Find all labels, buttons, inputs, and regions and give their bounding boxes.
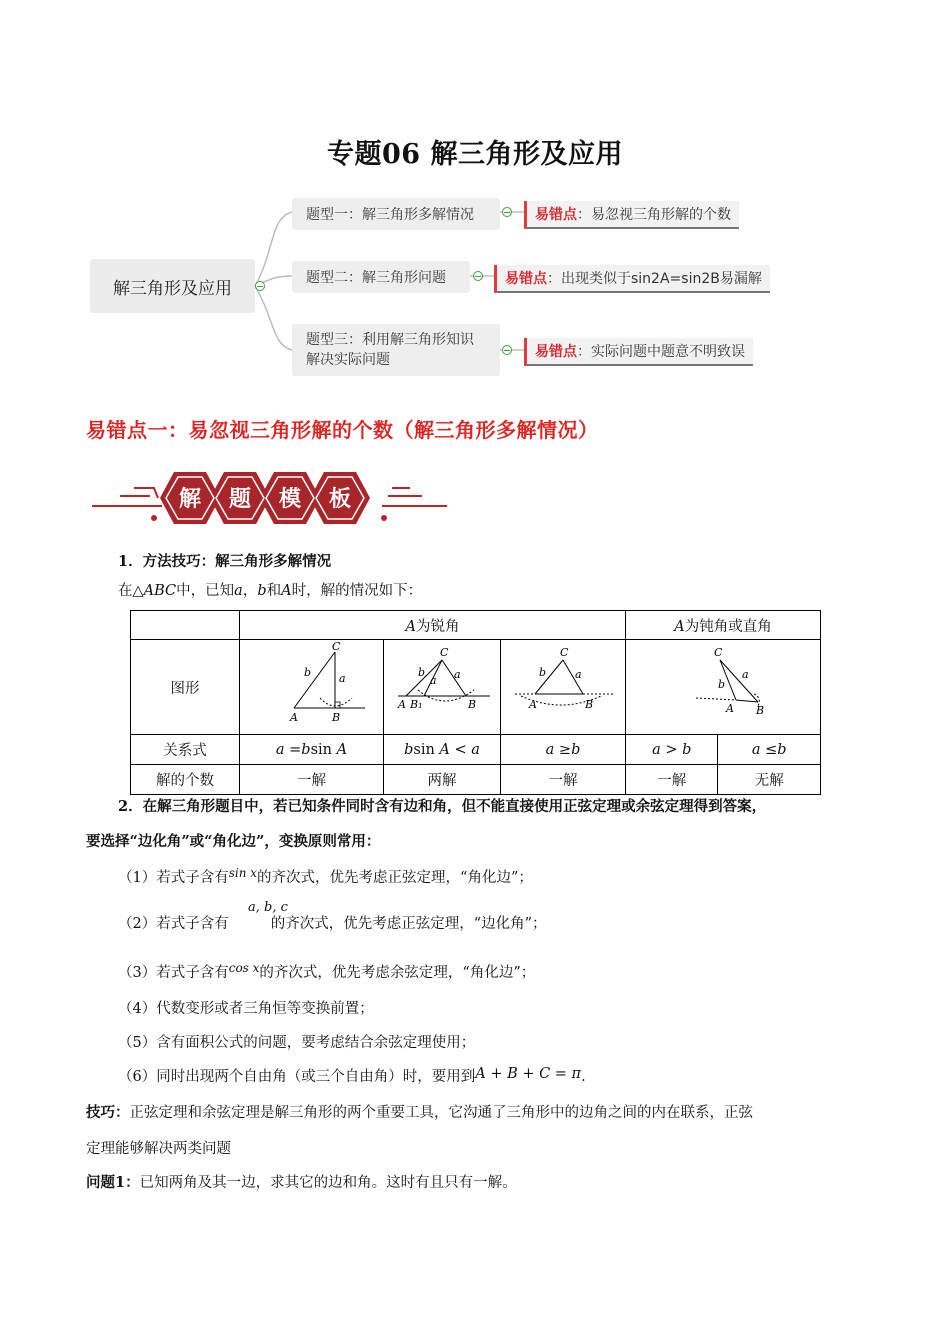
mindmap-type-3: 题型三：利用解三角形知识 解决实际问题	[292, 324, 500, 376]
count-cell: 一解	[240, 765, 384, 795]
rule-4: （4）代数变形或者三角恒等变换前置；	[118, 1001, 374, 1017]
figure-two-solutions	[384, 640, 501, 735]
fig-label: A	[529, 698, 537, 711]
rule-3: （3）若式子含有$^{cos x}$的齐次式，优先考虑余弦定理，“角化边”；	[118, 961, 536, 981]
relation-cell: a =bsin A	[240, 735, 384, 765]
relation-cell: a ≤b	[718, 735, 821, 765]
rule-1: （1）若式子含有$^{sin x}$的齐次式，优先考虑正弦定理，“角化边”；	[118, 866, 533, 886]
method-intro: 在△ABC中，已知a，b和A时，解的情况如下：	[118, 583, 423, 599]
section-heading: 易错点一：易忽视三角形解的个数（解三角形多解情况）	[86, 418, 599, 442]
mindmap-root: 解三角形及应用	[90, 259, 255, 313]
para2-line2: 要选择“边化角”或“角化边”，变换原则常用：	[86, 833, 381, 850]
banner-char: 板	[328, 487, 352, 512]
fig-label: C	[560, 646, 569, 659]
mindmap-error-2: 易错点：出现类似于sin2A=sin2B易漏解	[494, 265, 770, 293]
fig-label: a	[742, 668, 749, 681]
row-label-figure: 图形	[131, 640, 240, 735]
count-cell: 一解	[501, 765, 626, 795]
count-cell: 无解	[718, 765, 821, 795]
relation-cell: a > b	[626, 735, 718, 765]
collapse-icon[interactable]	[502, 345, 512, 355]
row-label-count: 解的个数	[131, 765, 240, 795]
fig-label: b	[304, 666, 312, 679]
method-heading: 1．方法技巧：解三角形多解情况	[118, 553, 332, 570]
figure-one-solution-ge	[501, 640, 626, 735]
fig-label: B₁	[410, 698, 423, 711]
fig-label: B	[585, 698, 594, 711]
relation-cell: a ≥b	[501, 735, 626, 765]
fig-label: C	[332, 640, 341, 653]
rule-5: （5）含有面积公式的问题，要考虑结合余弦定理使用；	[118, 1035, 476, 1051]
banner-char: 题	[228, 487, 252, 512]
fig-label: a	[575, 668, 582, 681]
banner-char: 模	[278, 487, 302, 512]
fig-label: A	[726, 702, 734, 715]
header-obtuse: A为钝角或直角	[626, 611, 821, 640]
tip-line2: 定理能够解决两类问题	[86, 1141, 231, 1157]
mindmap-type-2: 题型二：解三角形问题	[292, 261, 470, 293]
count-cell: 两解	[384, 765, 501, 795]
collapse-icon[interactable]	[473, 271, 483, 281]
fig-label: B	[468, 698, 477, 711]
fig-label: b	[718, 678, 726, 691]
rule-6: （6）同时出现两个自由角（或三个自由角）时，要用到A + B + C = π.	[118, 1066, 586, 1085]
fig-label: A	[398, 698, 406, 711]
fig-label: C	[440, 646, 449, 659]
figure-obtuse	[626, 640, 821, 735]
solution-cases-table	[130, 610, 821, 795]
rule-2: （2）若式子含有 的齐次式，优先考虑正弦定理，“边化角”；	[118, 916, 547, 932]
fig-label: C	[714, 646, 723, 659]
mindmap-error-1: 易错点：易忽视三角形解的个数	[524, 201, 739, 229]
rule-2-math: a, b, c	[248, 900, 288, 915]
figure-one-solution-right	[240, 640, 384, 735]
table-corner	[131, 611, 240, 640]
fig-label: a	[430, 674, 437, 687]
row-label-relation: 关系式	[131, 735, 240, 765]
fig-label: B	[332, 711, 341, 724]
para2-line1: 2．在解三角形题目中，若已知条件同时含有边和角，但不能直接使用正弦定理或余弦定理得到答案，	[118, 798, 767, 815]
fig-label: a	[454, 668, 461, 681]
page-title: 专题06 解三角形及应用	[327, 139, 623, 170]
mindmap-error-3: 易错点：实际问题中题意不明致误	[524, 338, 753, 366]
question-1: 问题1：已知两角及其一边，求其它的边和角。这时有且只有一解。	[86, 1174, 517, 1191]
collapse-icon[interactable]	[255, 281, 265, 291]
banner-char: 解	[178, 487, 202, 512]
template-banner	[92, 466, 452, 530]
count-cell: 一解	[626, 765, 718, 795]
fig-label: B	[756, 704, 765, 717]
tip-line1: 技巧：正弦定理和余弦定理是解三角形的两个重要工具，它沟通了三角形中的边角之间的内在联系，正弦	[86, 1104, 753, 1121]
collapse-icon[interactable]	[502, 207, 512, 217]
relation-cell: bsin A < a	[384, 735, 501, 765]
mindmap-type-1: 题型一：解三角形多解情况	[292, 198, 500, 230]
fig-label: A	[290, 711, 298, 724]
header-acute: A为锐角	[240, 611, 626, 640]
fig-label: b	[418, 666, 426, 679]
fig-label: a	[339, 672, 346, 685]
fig-label: b	[539, 666, 547, 679]
